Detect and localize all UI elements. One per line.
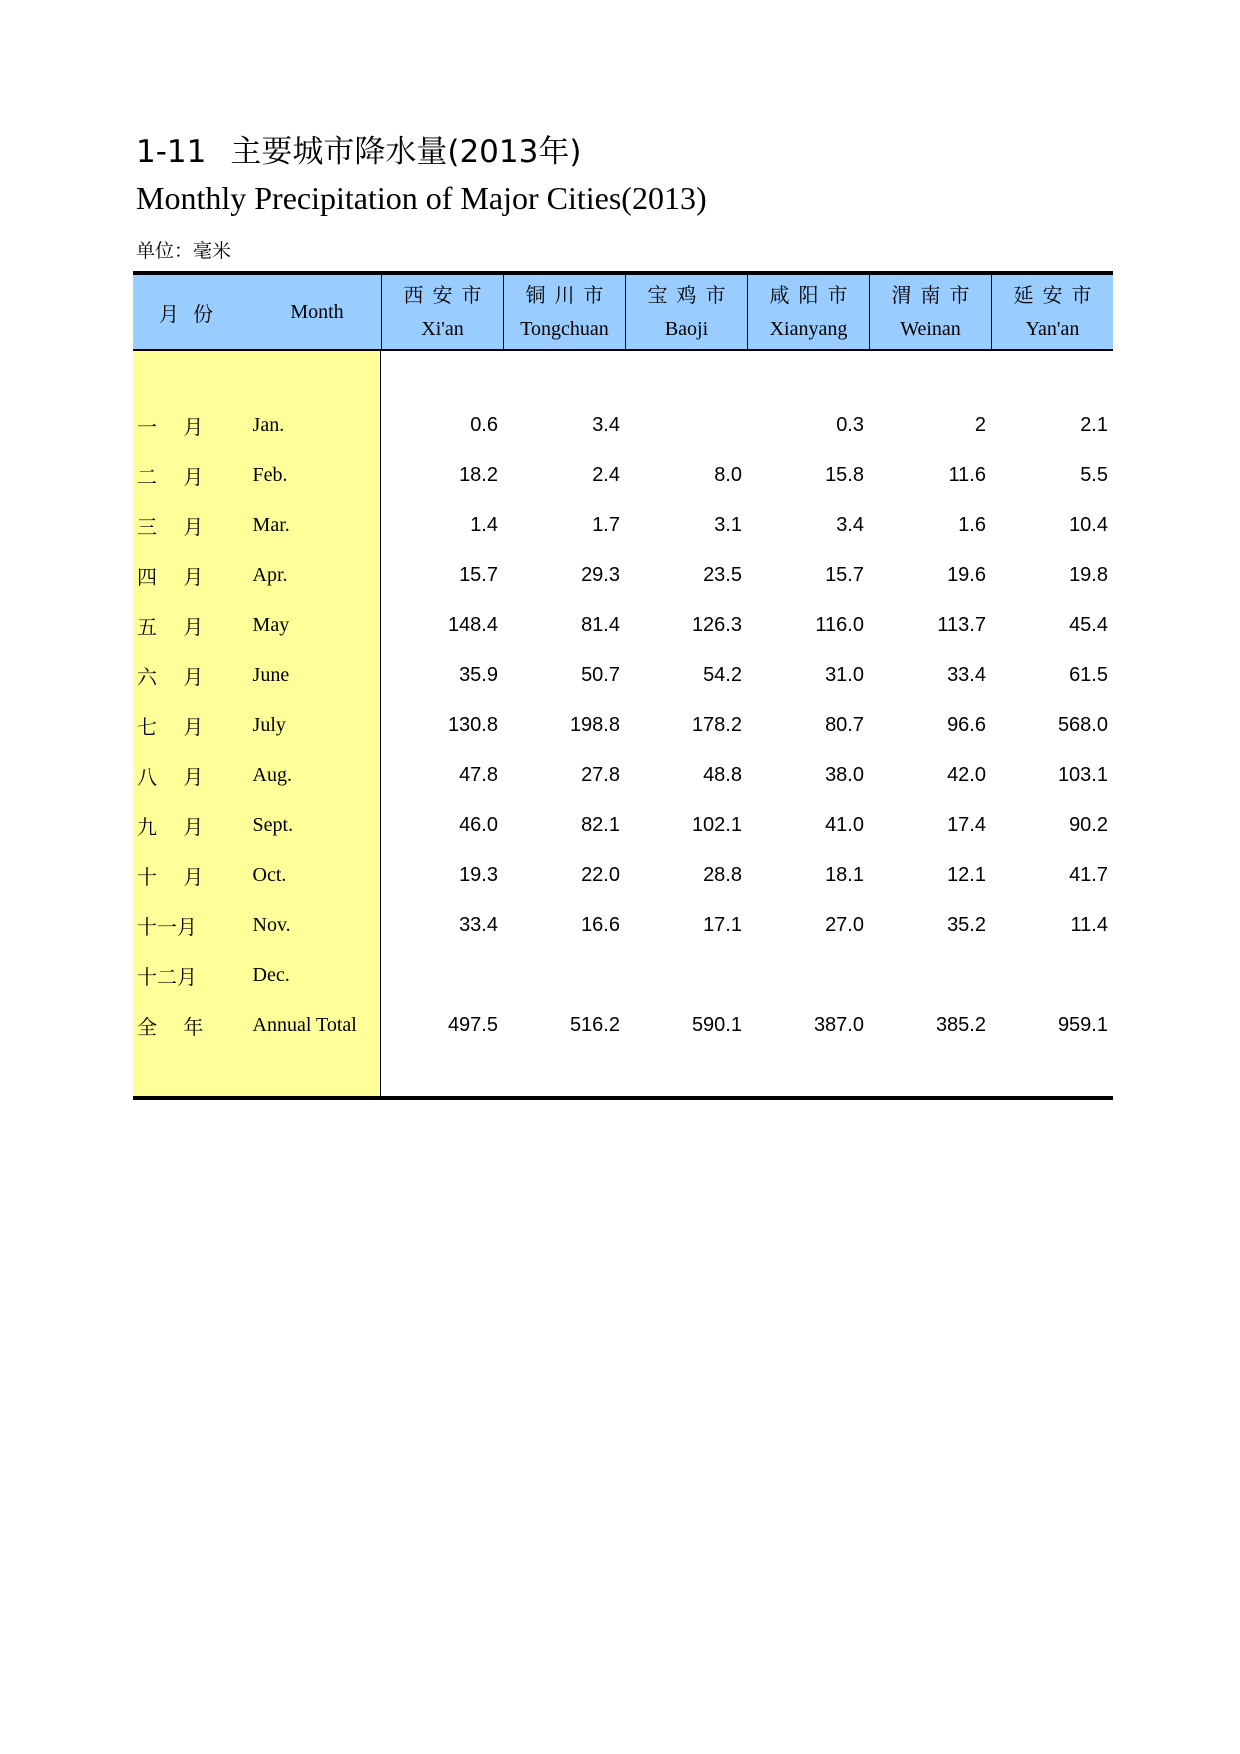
- value-cell: 27.0: [825, 913, 864, 936]
- value-cell: 19.6: [947, 563, 986, 586]
- value-cell: 11.4: [1070, 913, 1108, 936]
- table-row: [381, 450, 1113, 500]
- value-cell: 12.1: [947, 863, 986, 886]
- value-cell: 15.8: [825, 463, 864, 486]
- value-cell: 35.9: [459, 663, 498, 686]
- value-cell: 2.1: [1080, 413, 1108, 436]
- month-label-en: July: [252, 713, 286, 736]
- month-label-zh: 七 月: [137, 714, 204, 739]
- city-header-weinan: [870, 275, 992, 349]
- month-header-zh: 月份: [159, 301, 227, 326]
- value-cell: 41.0: [825, 813, 864, 836]
- month-label-en: Apr.: [252, 563, 288, 586]
- value-cell: 96.6: [947, 713, 986, 736]
- table-row: [381, 650, 1113, 700]
- month-label-zh: 五 月: [137, 614, 204, 639]
- table-body: [133, 351, 1113, 1096]
- month-label-zh: 六 月: [137, 664, 204, 689]
- month-label-en: Oct.: [252, 863, 287, 886]
- precipitation-table: [133, 271, 1113, 1100]
- month-column-header: [133, 275, 382, 349]
- value-cell: 0.6: [470, 413, 498, 436]
- value-cell: 116.0: [815, 613, 864, 636]
- value-cell: 11.6: [948, 463, 986, 486]
- table-row-label: [133, 800, 380, 850]
- table-row: [381, 400, 1113, 450]
- table-row-label: [133, 600, 380, 650]
- value-cell: 35.2: [947, 913, 986, 936]
- month-label-en: Feb.: [252, 463, 288, 486]
- value-cell: 17.1: [703, 913, 742, 936]
- value-cell: 80.7: [825, 713, 864, 736]
- table-row-label: [133, 450, 380, 500]
- value-cell: 33.4: [459, 913, 498, 936]
- value-cell: 29.3: [581, 563, 620, 586]
- value-cell: 1.4: [470, 513, 498, 536]
- city-header-xianyang: [748, 275, 870, 349]
- value-cell: 45.4: [1069, 613, 1108, 636]
- value-cell: 18.2: [459, 463, 498, 486]
- month-label-zh: 四 月: [137, 564, 204, 589]
- value-cell: 387.0: [813, 1013, 864, 1036]
- table-row-label: [133, 550, 380, 600]
- table-number: 1-11: [136, 134, 207, 170]
- month-label-en: Sept.: [252, 813, 294, 836]
- value-cell: 3.4: [592, 413, 620, 436]
- city-header-xian: [382, 275, 504, 349]
- value-cell: 61.5: [1069, 663, 1108, 686]
- month-label-zh: 十 月: [137, 864, 204, 889]
- value-cell: 2: [974, 413, 986, 436]
- month-column: [133, 351, 381, 1096]
- month-label-zh: 二 月: [137, 464, 204, 489]
- value-cell: 81.4: [581, 613, 620, 636]
- city-header-yanan: [992, 275, 1113, 349]
- table-row-label: [133, 900, 380, 950]
- title-zh-text: 主要城市降水量(2013年): [230, 134, 582, 170]
- value-cell: 27.8: [581, 763, 620, 786]
- value-cell: 47.8: [459, 763, 498, 786]
- month-label-zh: 全 年: [137, 1014, 204, 1039]
- value-cell: 41.7: [1069, 863, 1108, 886]
- value-cell: 46.0: [459, 813, 498, 836]
- month-label-en: June: [252, 663, 290, 686]
- city-header-zh: 宝鸡市: [647, 283, 735, 307]
- value-cell: 31.0: [825, 663, 864, 686]
- city-header-zh: 铜川市: [525, 283, 613, 307]
- table-row: [381, 800, 1113, 850]
- value-cell: 497.5: [447, 1013, 498, 1036]
- value-cell: 10.4: [1069, 513, 1108, 536]
- table-row-label: [133, 750, 380, 800]
- month-label-en: Nov.: [252, 913, 291, 936]
- value-cell: 42.0: [947, 763, 986, 786]
- value-cell: 82.1: [581, 813, 620, 836]
- city-header-en: Baoji: [664, 318, 709, 340]
- value-cell: 15.7: [459, 563, 498, 586]
- city-header-tongchuan: [504, 275, 626, 349]
- city-header-en: Xi'an: [421, 318, 464, 340]
- table-row: [381, 500, 1113, 550]
- value-cell: 126.3: [691, 613, 742, 636]
- value-cell: 28.8: [703, 863, 742, 886]
- value-cell: 516.2: [569, 1013, 620, 1036]
- value-cell: 18.1: [825, 863, 864, 886]
- month-label-zh: 八 月: [137, 764, 204, 789]
- city-header-en: Yan'an: [1025, 318, 1080, 340]
- value-cell: 19.8: [1069, 563, 1108, 586]
- month-label-en: Aug.: [252, 763, 292, 786]
- unit-label: 单位：毫米: [136, 240, 232, 262]
- value-cell: 148.4: [447, 613, 498, 636]
- table-row: [381, 1000, 1113, 1050]
- page-title-en: Monthly Precipitation of Major Cities(2013): [136, 180, 707, 216]
- table-row: [381, 700, 1113, 750]
- month-label-zh: 一 月: [137, 414, 204, 439]
- table-row-label: [133, 400, 380, 450]
- city-header-en: Tongchuan: [520, 318, 609, 340]
- month-label-en: May: [252, 613, 290, 636]
- value-cell: 385.2: [935, 1013, 986, 1036]
- value-cell: 38.0: [825, 763, 864, 786]
- table-row-label: [133, 1000, 380, 1050]
- month-label-zh: 十一月: [137, 914, 197, 939]
- month-label-en: Mar.: [252, 513, 290, 536]
- city-header-zh: 渭南市: [891, 283, 979, 307]
- value-cell: 130.8: [447, 713, 498, 736]
- city-header-en: Weinan: [900, 318, 961, 340]
- value-cell: 568.0: [1057, 713, 1108, 736]
- city-header-en: Xianyang: [769, 318, 848, 340]
- table-row: [381, 850, 1113, 900]
- month-header-en: Month: [290, 300, 344, 323]
- table-row: [381, 950, 1113, 1000]
- value-cell: 16.6: [581, 913, 620, 936]
- value-cell: 15.7: [825, 563, 864, 586]
- value-cell: 19.3: [459, 863, 498, 886]
- value-cell: 50.7: [581, 663, 620, 686]
- month-label-en: Annual Total: [252, 1013, 357, 1036]
- table-row-label: [133, 700, 380, 750]
- table-row: [381, 900, 1113, 950]
- value-cell: 48.8: [703, 763, 742, 786]
- value-cell: 590.1: [691, 1013, 742, 1036]
- city-header-zh: 咸阳市: [769, 283, 857, 307]
- month-label-zh: 九 月: [137, 814, 204, 839]
- value-cell: 0.3: [836, 413, 864, 436]
- value-cell: 90.2: [1069, 813, 1108, 836]
- table-row-label: [133, 500, 380, 550]
- value-cell: 178.2: [691, 713, 742, 736]
- month-label-zh: 三 月: [137, 514, 204, 539]
- value-cell: 8.0: [714, 463, 742, 486]
- value-cell: 22.0: [581, 863, 620, 886]
- table-header: [133, 275, 1113, 351]
- month-label-en: Jan.: [252, 413, 285, 436]
- city-header-zh: 延安市: [1013, 283, 1101, 307]
- values-area: [381, 351, 1113, 1096]
- value-cell: 33.4: [947, 663, 986, 686]
- month-label-zh: 十二月: [137, 964, 197, 989]
- table-row-label: [133, 950, 380, 1000]
- value-cell: 3.1: [714, 513, 742, 536]
- page-title-zh: [136, 126, 581, 171]
- table-row: [381, 550, 1113, 600]
- value-cell: 103.1: [1057, 763, 1108, 786]
- table-bottom-rule: [133, 1096, 1113, 1100]
- value-cell: 23.5: [703, 563, 742, 586]
- value-cell: 2.4: [592, 463, 620, 486]
- value-cell: 102.1: [691, 813, 742, 836]
- value-cell: 1.6: [958, 513, 986, 536]
- table-row: [381, 750, 1113, 800]
- month-label-en: Dec.: [252, 963, 290, 986]
- value-cell: 959.1: [1057, 1013, 1108, 1036]
- value-cell: 1.7: [592, 513, 620, 536]
- value-cell: 113.7: [937, 613, 986, 636]
- city-header-zh: 西安市: [403, 283, 491, 307]
- value-cell: 54.2: [703, 663, 742, 686]
- city-header-baoji: [626, 275, 748, 349]
- value-cell: 17.4: [947, 813, 986, 836]
- table-row-label: [133, 650, 380, 700]
- value-cell: 198.8: [569, 713, 620, 736]
- value-cell: 5.5: [1080, 463, 1108, 486]
- table-row-label: [133, 850, 380, 900]
- value-cell: 3.4: [836, 513, 864, 536]
- table-row: [381, 600, 1113, 650]
